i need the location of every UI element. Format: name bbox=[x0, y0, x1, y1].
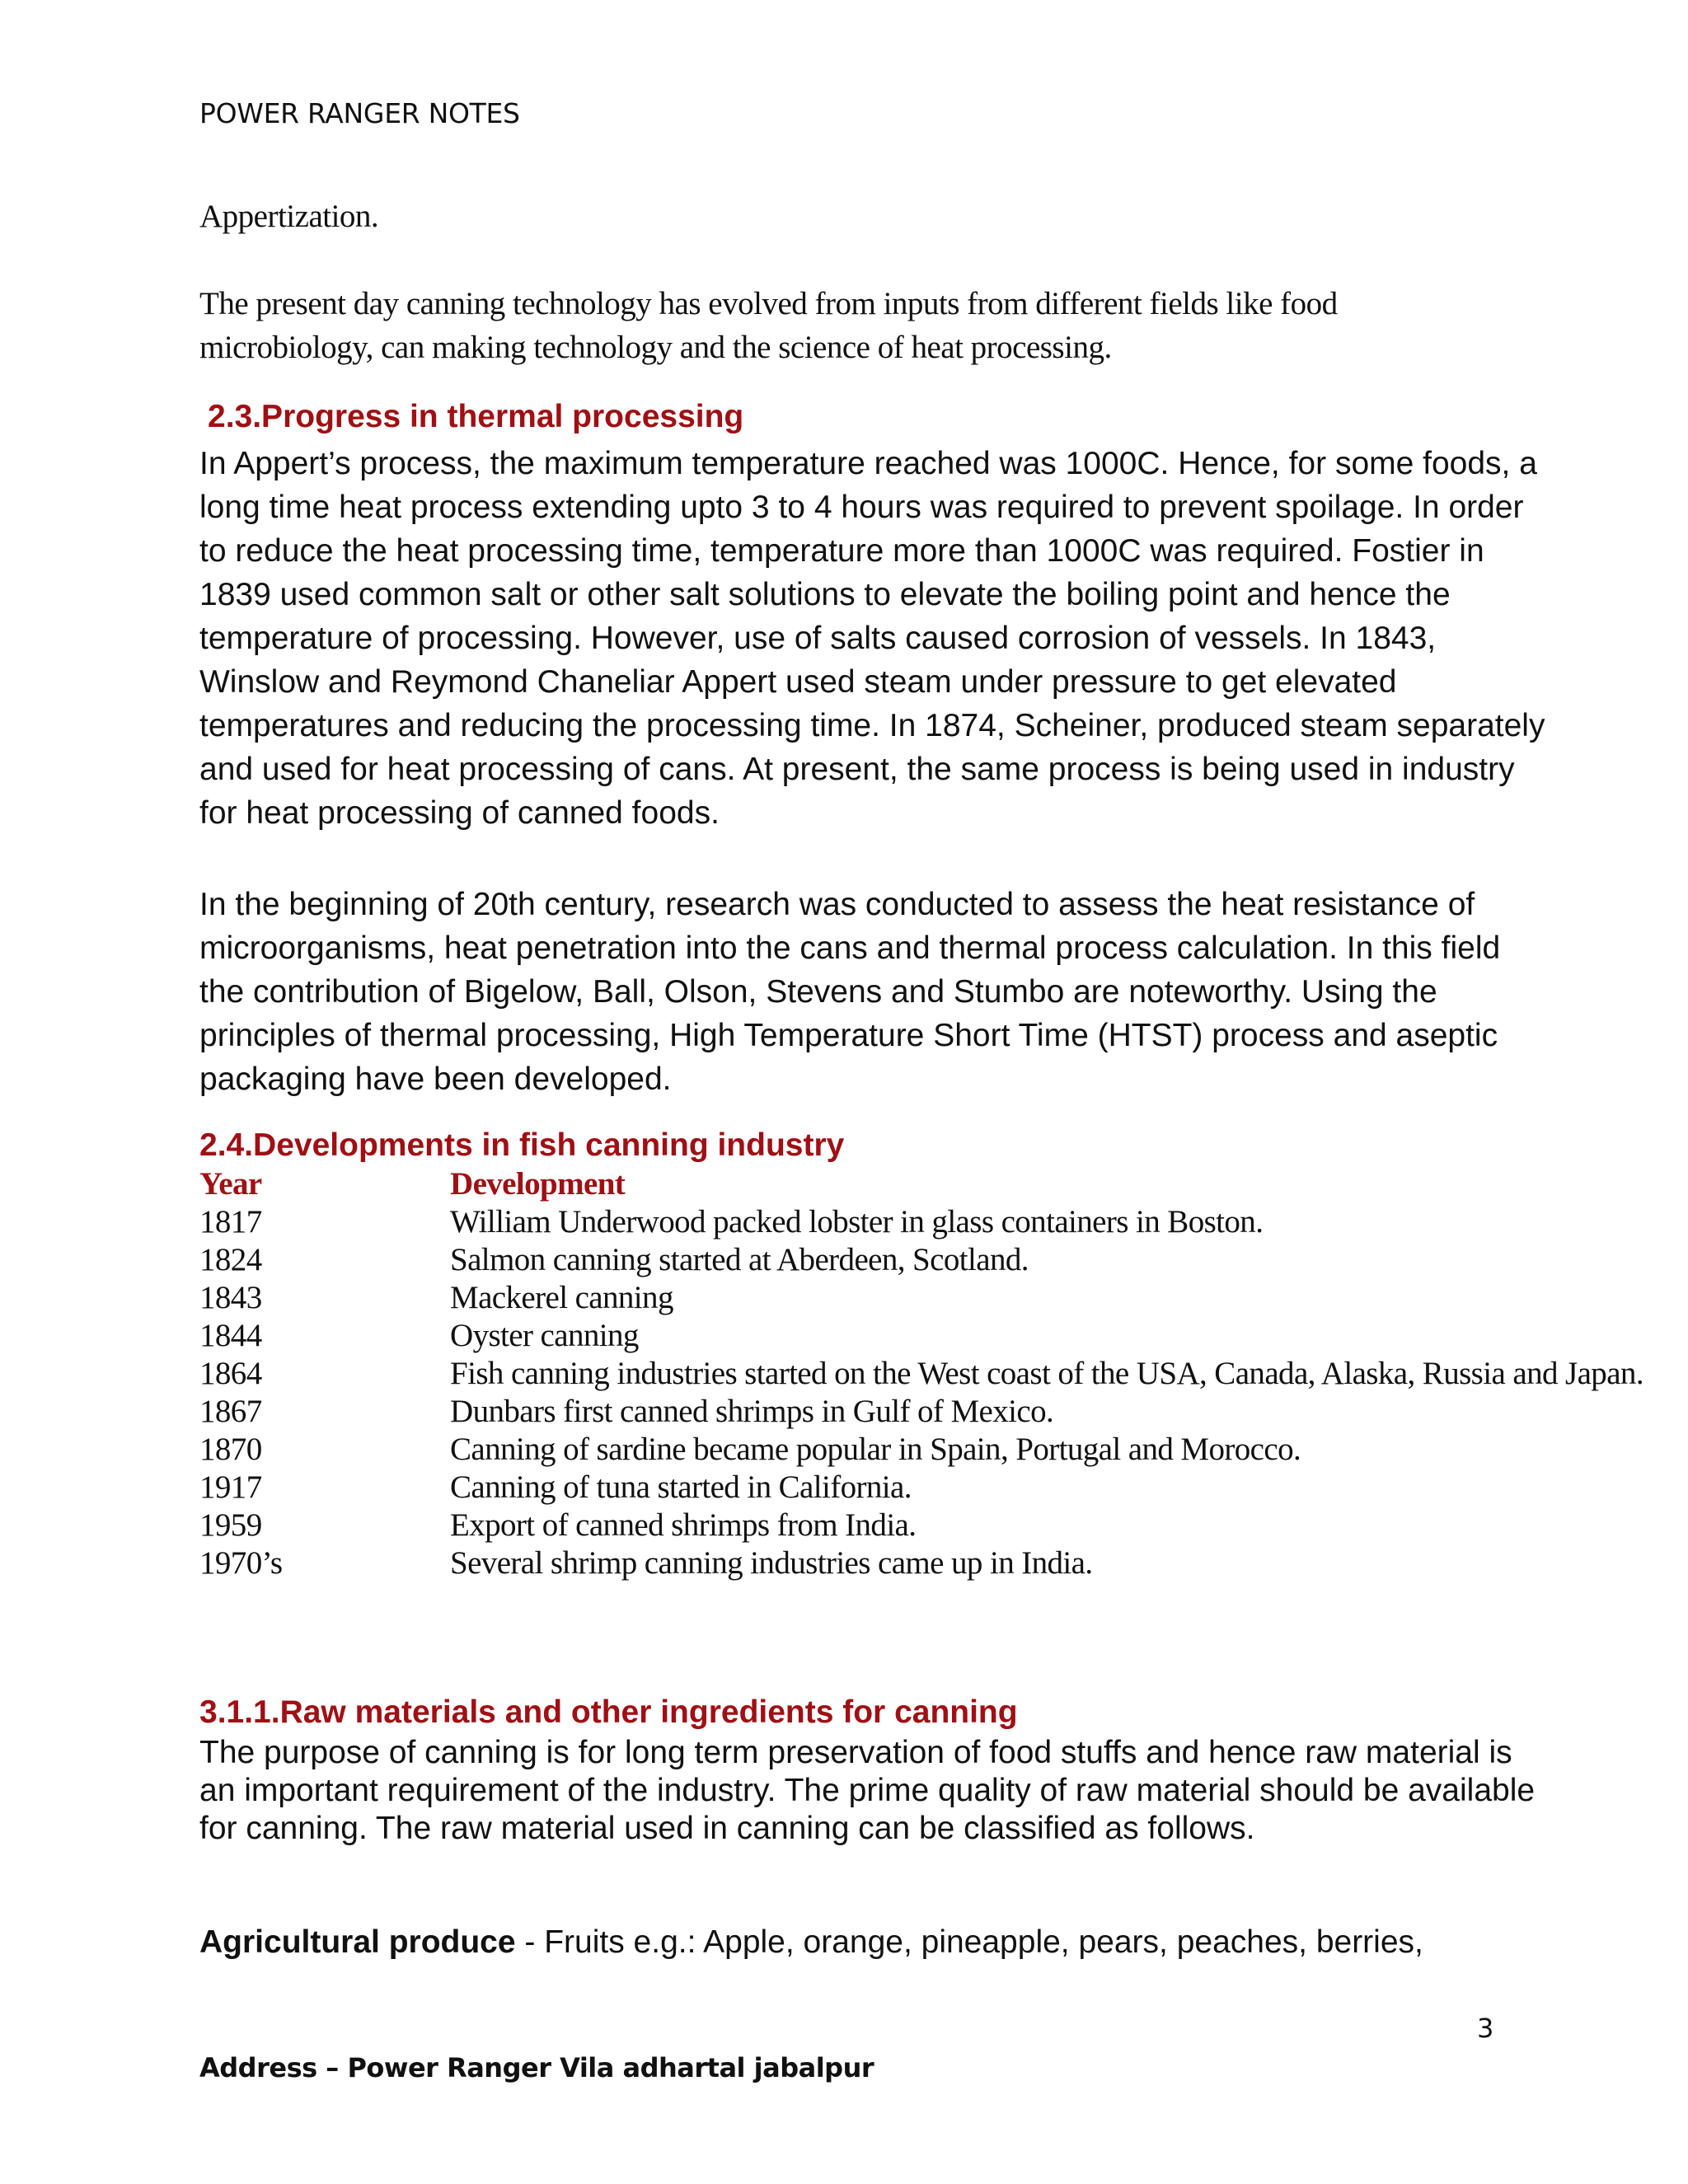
table-cell-development: Oyster canning bbox=[450, 1318, 639, 1353]
table-row bbox=[199, 1317, 1650, 1355]
developments-table bbox=[199, 1165, 1650, 1582]
table-cell-year: 1870 bbox=[199, 1432, 262, 1467]
table-cell-year: 1917 bbox=[199, 1469, 262, 1505]
table-header-row bbox=[199, 1165, 1650, 1203]
table-cell-year: 1970’s bbox=[199, 1545, 283, 1581]
section-heading-2-3: 2.3.Progress in thermal processing bbox=[208, 399, 744, 434]
table-cell-year: 1844 bbox=[199, 1318, 262, 1353]
table-row bbox=[199, 1203, 1650, 1241]
agricultural-produce-label: Agricultural produce bbox=[199, 1924, 516, 1960]
section-heading-3-1-1: 3.1.1.Raw materials and other ingredients for canning bbox=[199, 1694, 1018, 1730]
table-cell-development: Canning of sardine became popular in Spain, Portugal and Morocco. bbox=[450, 1432, 1301, 1467]
table-cell-year: 1817 bbox=[199, 1204, 262, 1240]
table-cell-development: William Underwood packed lobster in glass containers in Boston. bbox=[450, 1204, 1264, 1240]
table-row bbox=[199, 1393, 1650, 1431]
table-row bbox=[199, 1431, 1650, 1469]
table-row bbox=[199, 1355, 1650, 1393]
page-footer: Address – Power Ranger Vila adhartal jabalpur bbox=[199, 2052, 874, 2083]
table-cell-development: Fish canning industries started on the West coast of the USA, Canada, Alaska, Russia and Japan. bbox=[450, 1356, 1643, 1391]
table-cell-development: Mackerel canning bbox=[450, 1280, 673, 1315]
paragraph-thermal-processing-2: In the beginning of 20th century, research was conducted to assess the heat resistance of microorganisms, heat penetration into the cans and thermal process calculation. In this field the contribution of Bigelow, Ball, Olson, Stevens and Stumbo are noteworthy. Using the principles of thermal processing, High Temperature Short Time (HTST) process and aseptic packaging have been developed. bbox=[199, 887, 1501, 1097]
page-number: 3 bbox=[1477, 2013, 1494, 2044]
column-header-development: Development bbox=[450, 1166, 626, 1202]
table-cell-development: Canning of tuna started in California. bbox=[450, 1469, 912, 1505]
table-row bbox=[199, 1507, 1650, 1544]
table-cell-development: Salmon canning started at Aberdeen, Scotland. bbox=[450, 1242, 1029, 1277]
paragraph-thermal-processing-1: In Appert’s process, the maximum temperature reached was 1000C. Hence, for some foods, a long time heat process extending upto 3 to 4 hours was required to prevent spoilage. In order to reduce the heat processing time, temperature more than 1000C was required. Fostier in 1839 used common salt or other salt solutions to elevate the boiling point and hence the temperature of processing. However, use of salts caused corrosion of vessels. In 1843, Winslow and Reymond Chaneliar Appert used steam under pressure to get elevated temperatures and reducing the processing time. In 1874, Scheiner, produced steam separately and used for heat processing of cans. At present, the same process is being used in industry for heat processing of canned foods. bbox=[199, 446, 1545, 831]
table-row bbox=[199, 1279, 1650, 1317]
page-header: POWER RANGER NOTES bbox=[199, 97, 520, 129]
paragraph-canning-technology: The present day canning technology has evolved from inputs from different fields like food microbiology, can making technology and the science of heat processing. bbox=[199, 286, 1338, 365]
column-header-year: Year bbox=[199, 1166, 262, 1202]
table-cell-year: 1864 bbox=[199, 1356, 262, 1391]
table-cell-year: 1959 bbox=[199, 1507, 262, 1543]
table-row bbox=[199, 1469, 1650, 1507]
paragraph-raw-materials: The purpose of canning is for long term preservation of food stuffs and hence raw material is an important requirement of the industry. The prime quality of raw material should be available for canning. The raw material used in canning can be classified as follows. bbox=[199, 1735, 1536, 1846]
table-cell-year: 1843 bbox=[199, 1280, 262, 1315]
table-row bbox=[199, 1241, 1650, 1279]
section-heading-2-4: 2.4.Developments in fish canning industry bbox=[199, 1127, 845, 1163]
table-row bbox=[199, 1544, 1650, 1582]
table-cell-development: Dunbars first canned shrimps in Gulf of Mexico. bbox=[450, 1394, 1054, 1429]
table-cell-development: Export of canned shrimps from India. bbox=[450, 1507, 917, 1543]
table-cell-development: Several shrimp canning industries came up in India. bbox=[450, 1545, 1093, 1581]
table-cell-year: 1824 bbox=[199, 1242, 262, 1277]
paragraph-appertization: Appertization. bbox=[199, 199, 379, 234]
paragraph-agricultural-produce bbox=[199, 1920, 1634, 1964]
table-cell-year: 1867 bbox=[199, 1394, 262, 1429]
agricultural-produce-text: - Fruits e.g.: Apple, orange, pineapple, pears, peaches, berries, bbox=[515, 1924, 1423, 1960]
